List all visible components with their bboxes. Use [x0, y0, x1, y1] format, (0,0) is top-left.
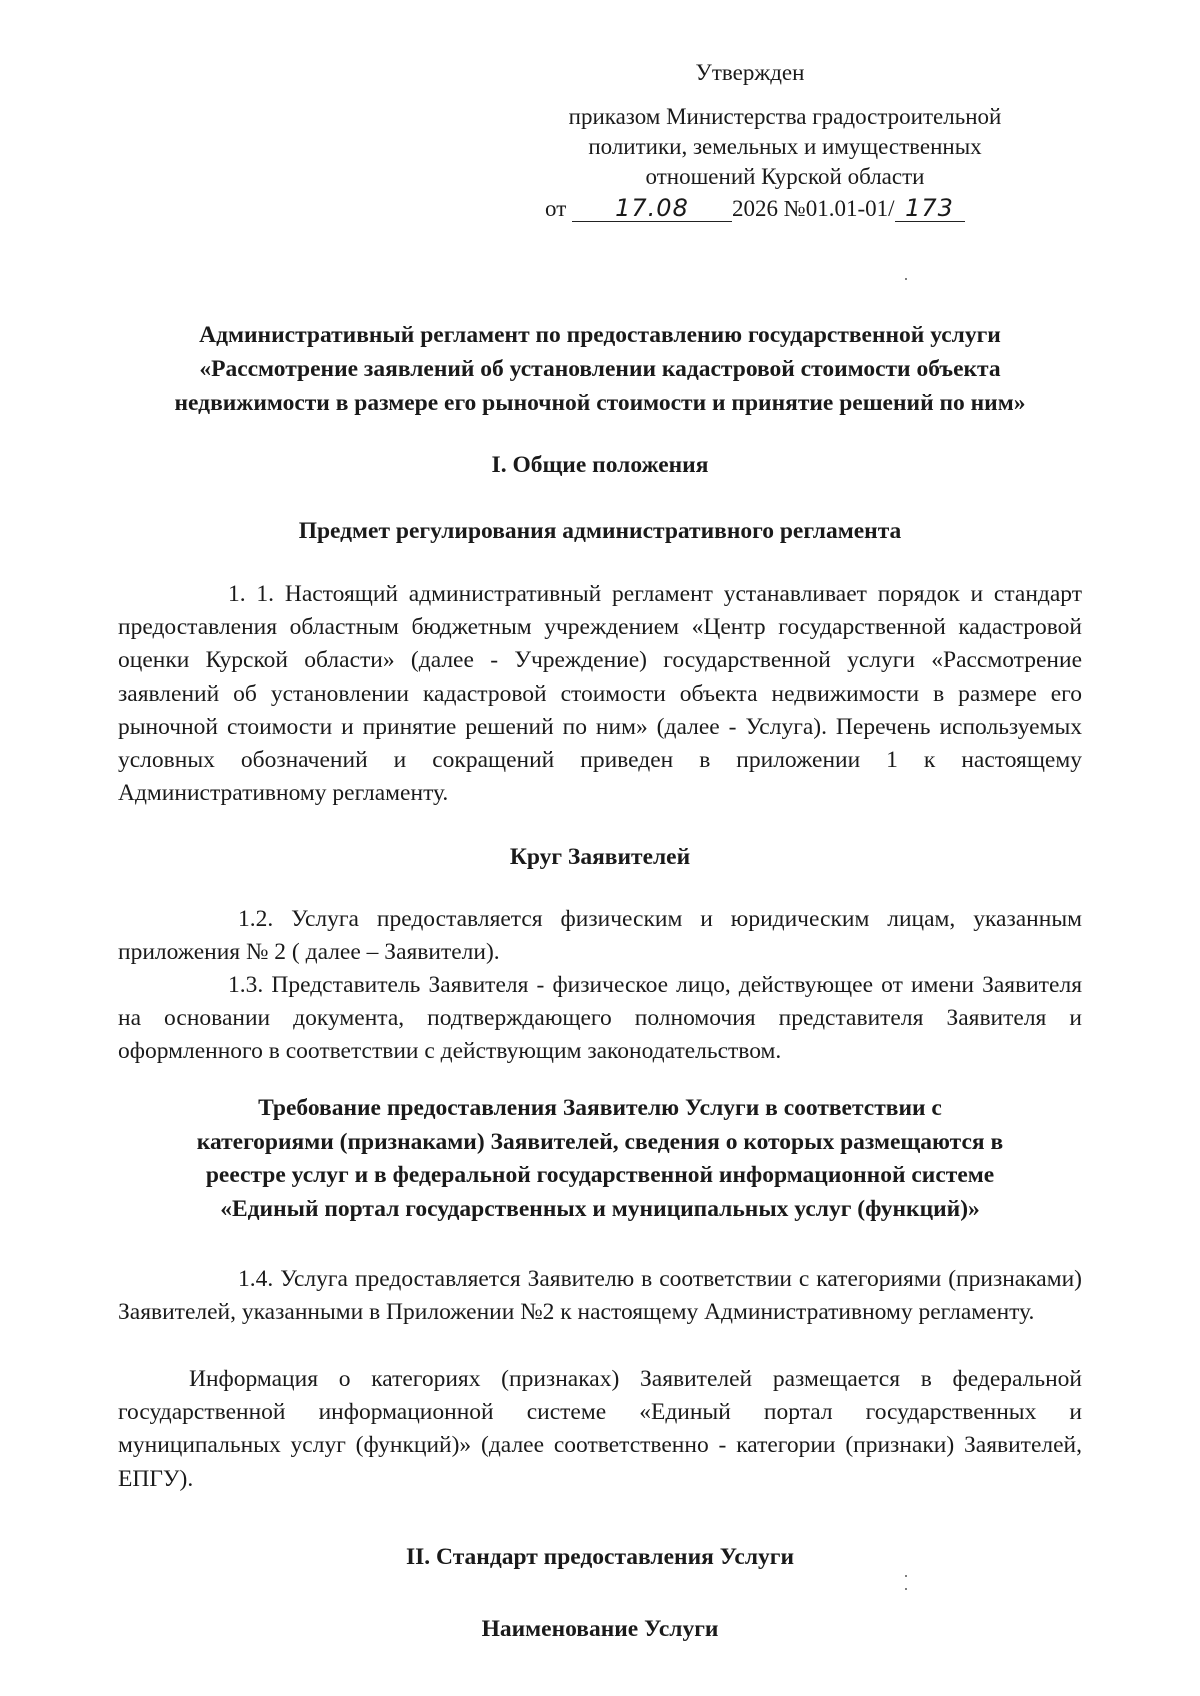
section-subject-heading: Предмет регулирования административного регламента — [298, 518, 902, 544]
date-handwritten: 17.08 — [572, 195, 732, 222]
paragraph-1-4-info: Информация о категориях (признаках) Заявителей размещается в федеральной государственной информационной системе «Единый портал государственных и муниципальных услуг (функций)» (далее соответственно - категории (признаки) Заявителей, ЕПГУ). — [118, 1366, 1082, 1492]
title-line-2: «Рассмотрение заявлений об установлении кадастровой стоимости объекта — [199, 356, 1001, 382]
section-circle-heading: Круг Заявителей — [509, 844, 691, 870]
order-number-handwritten: 173 — [895, 195, 965, 222]
requirement-heading-line-4: «Единый портал государственных и муниципальных услуг (функций)» — [220, 1195, 980, 1222]
approval-line-2: политики, земельных и имущественных — [588, 134, 982, 159]
approval-line-3: отношений Курской области — [645, 164, 925, 189]
requirement-heading-line-3: реестре услуг и в федеральной государственной информационной системе — [205, 1162, 995, 1188]
scan-speck — [905, 1575, 907, 1577]
paragraph-1-3: 1.3. Представитель Заявителя - физическое лицо, действующее от имени Заявителя на основании документа, подтверждающего полномочия представителя Заявителя и оформленного в соответствии с действующим законодательством. — [118, 972, 1082, 1065]
requirement-heading-line-2: категориями (признаками) Заявителей, сведения о которых размещаются в — [196, 1128, 1004, 1155]
approval-date-line — [545, 194, 1025, 224]
scan-speck — [905, 1588, 907, 1590]
date-year-number: 2026 №01.01-01/ — [732, 196, 895, 221]
paragraph-1-2: 1.2. Услуга предоставляется физическим и юридическим лицам, указанным приложения № 2 ( далее – Заявители). — [118, 906, 1082, 966]
section-general-heading: I. Общие положения — [491, 452, 709, 478]
paragraph-1-4: 1.4. Услуга предоставляется Заявителю в соответствии с категориями (признаками) Заявителей, указанными в Приложении №2 к настоящему Административному регламенту. — [118, 1266, 1082, 1326]
approval-block — [545, 58, 1025, 224]
title-line-1: Административный регламент по предоставлению государственной услуги — [199, 322, 1001, 348]
requirement-heading-line-1: Требование предоставления Заявителю Услуги в соответствии с — [258, 1095, 942, 1121]
approved-label: Утвержден — [695, 60, 805, 85]
scan-speck — [905, 278, 907, 280]
title-line-3: недвижимости в размере его рыночной стоимости и принятие решений по ним» — [174, 390, 1026, 416]
paragraph-1-1: 1. 1. Настоящий административный регламент устанавливает порядок и стандарт предоставления областным бюджетным учреждением «Центр государственной кадастровой оценки Курской области» (далее - Учреждение) государственной услуги «Рассмотрение заявлений об установлении кадастровой стоимости объекта недвижимости в размере его рыночной стоимости и принятие решений по ним» (далее - Услуга). Перечень используемых условных обозначений и сокращений приведен в приложении 1 к настоящему Административному регламенту. — [118, 581, 1082, 807]
requirement-heading — [115, 1092, 1085, 1226]
date-prefix: от — [545, 196, 567, 221]
approval-line-1: приказом Министерства градостроительной — [568, 104, 1002, 129]
document-title — [115, 318, 1085, 420]
section-name-heading: Наименование Услуги — [481, 1616, 719, 1642]
section-standard-heading: II. Стандарт предоставления Услуги — [406, 1544, 794, 1570]
